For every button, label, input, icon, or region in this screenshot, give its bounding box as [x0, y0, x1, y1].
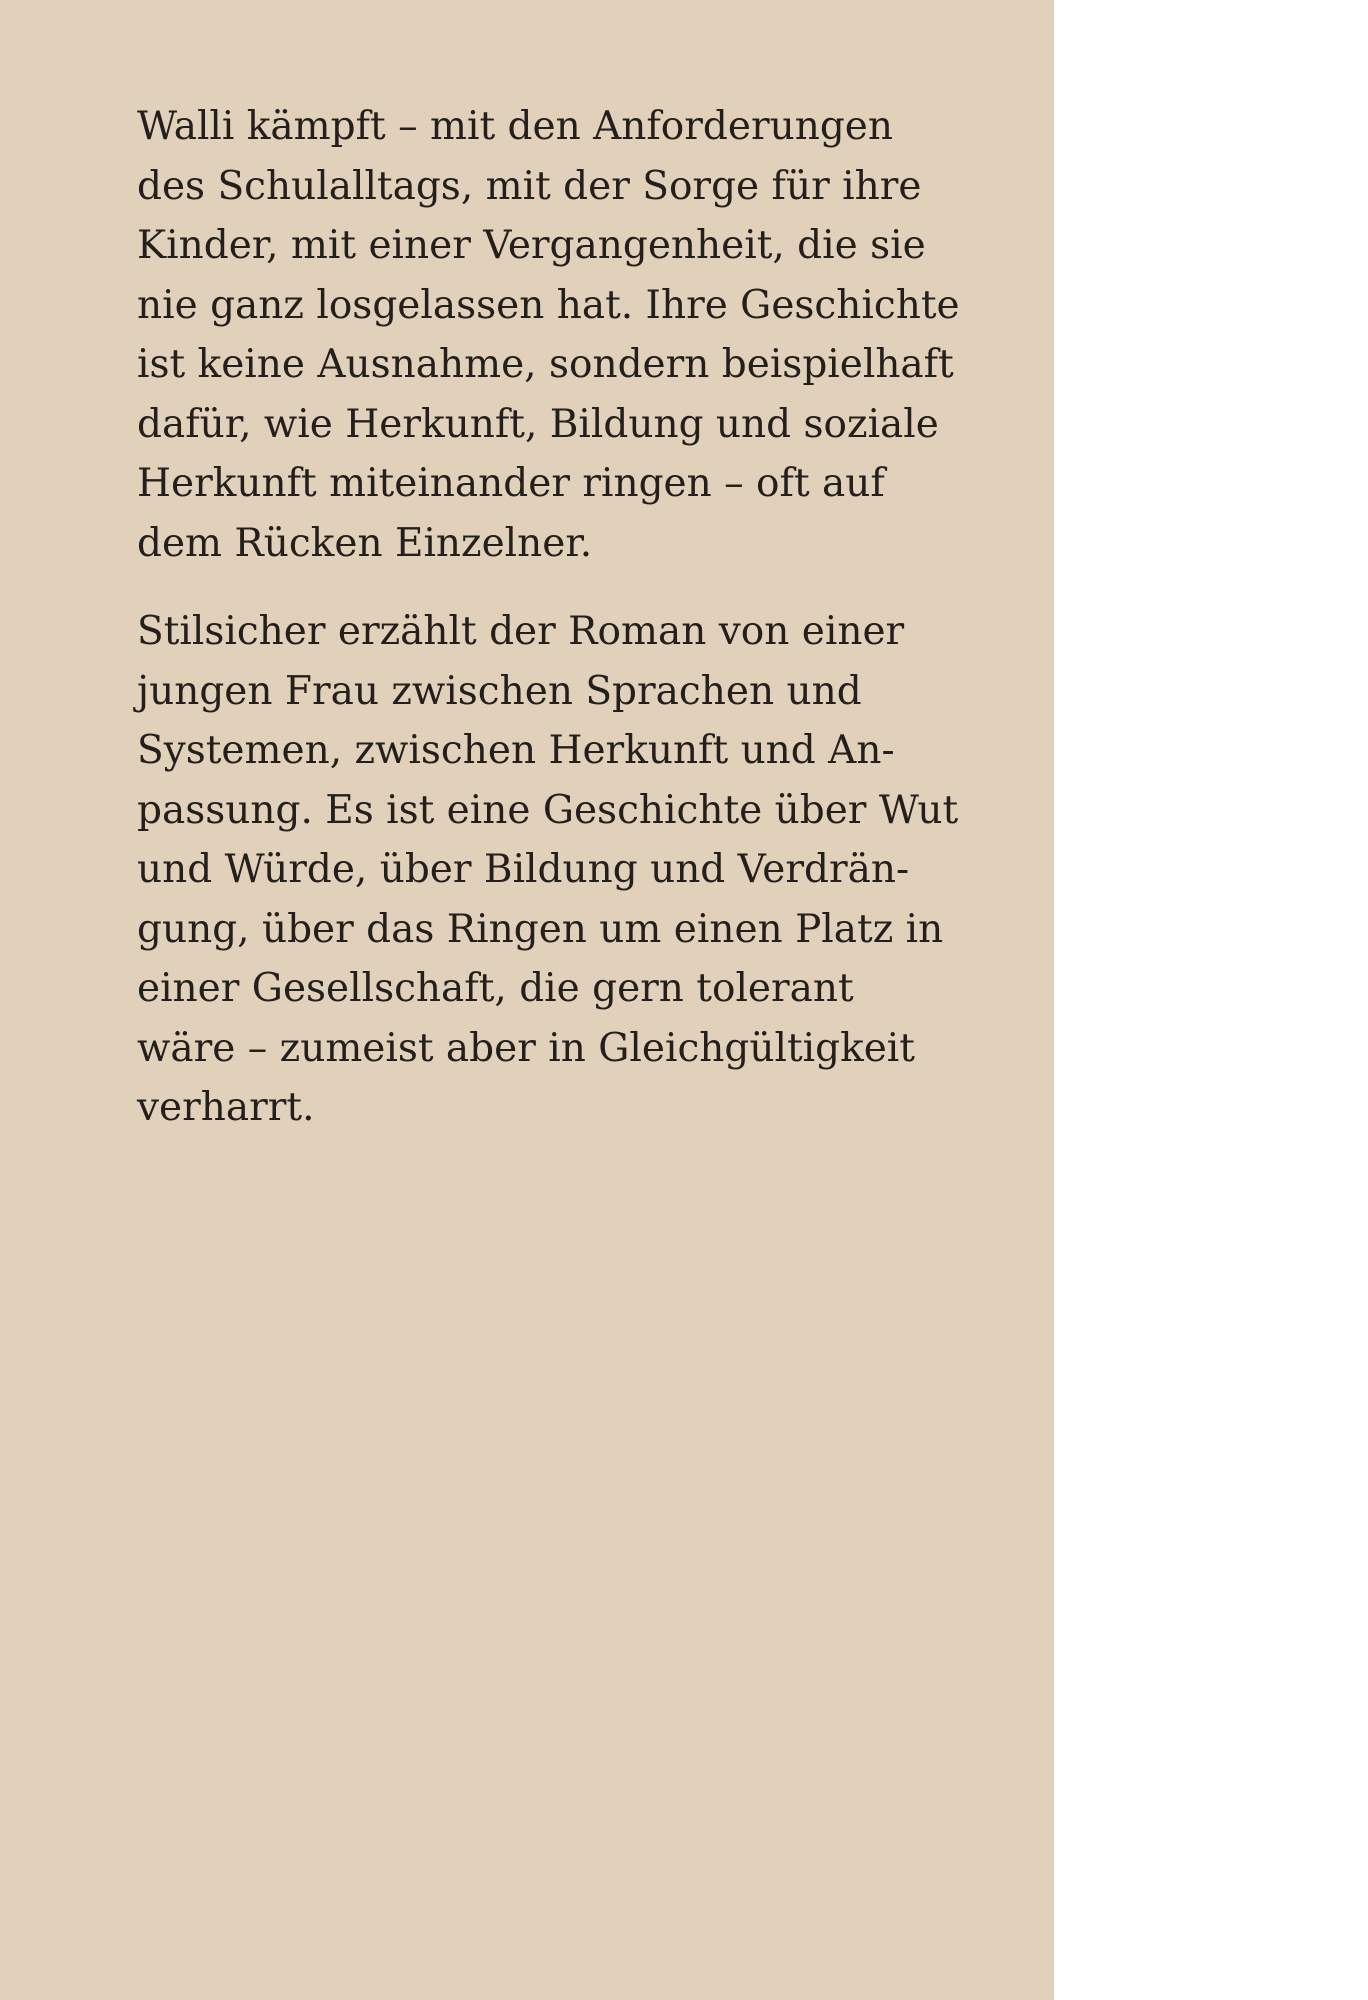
text-line: einer Gesellschaft, die gern tolerant	[137, 966, 854, 1011]
paragraph-1	[137, 97, 967, 573]
paragraph-2	[137, 602, 967, 1138]
text-line: Kinder, mit einer Vergangenheit, die sie	[137, 223, 926, 268]
text-line: wäre – zumeist aber in Gleichgültigkeit	[137, 1025, 915, 1071]
text-line: jungen Frau zwischen Sprachen und	[137, 668, 862, 714]
text-line: und Würde, über Bildung und Verdrän-	[137, 847, 910, 892]
text-line: Walli kämpft – mit den Anforderungen	[137, 104, 894, 149]
text-line: nie ganz losgelassen hat. Ihre Geschichte	[137, 282, 960, 328]
text-line: Stilsicher erzählt der Roman von einer	[137, 609, 905, 654]
text-line: Systemen, zwischen Herkunft und An-	[137, 728, 895, 773]
text-line: gung, über das Ringen um einen Platz in	[137, 906, 944, 952]
text-line: verharrt.	[137, 1085, 315, 1130]
text-line: dem Rücken Einzelner.	[137, 520, 593, 566]
text-line: ist keine Ausnahme, sondern beispielhaft	[137, 342, 954, 387]
text-line: passung. Es ist eine Geschichte über Wut	[137, 787, 959, 833]
text-line: dafür, wie Herkunft, Bildung und soziale	[137, 401, 939, 447]
text-line: Herkunft miteinander ringen – oft auf	[137, 461, 885, 506]
blurb-text	[137, 97, 967, 1138]
text-line: des Schulalltags, mit der Sorge für ihre	[137, 163, 922, 209]
